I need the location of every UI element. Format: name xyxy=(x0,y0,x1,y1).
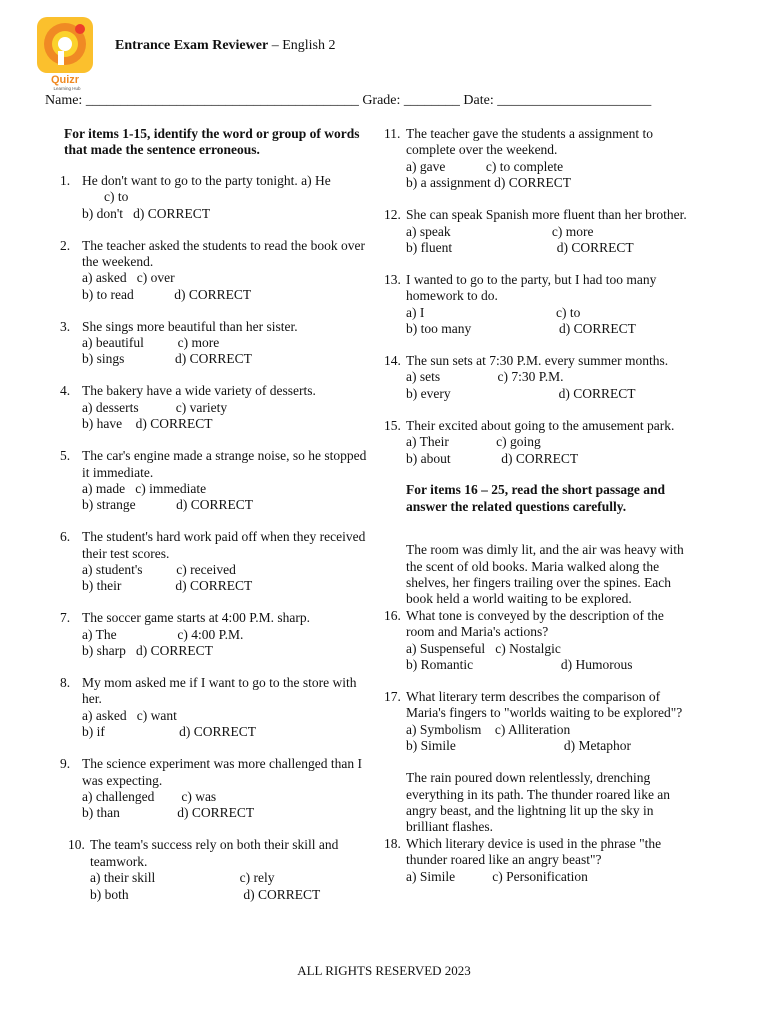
question-number: 6. xyxy=(60,529,71,545)
option-line: a) The c) 4:00 P.M. xyxy=(82,626,244,642)
question-item xyxy=(384,836,694,885)
option-line: a) challenged c) was xyxy=(82,789,217,804)
option-line: a) their skill c) rely xyxy=(90,870,275,886)
question-item xyxy=(60,383,370,432)
question-item xyxy=(60,448,370,514)
footer-copyright: ALL RIGHTS RESERVED 2023 xyxy=(297,963,471,978)
question-number: 14. xyxy=(384,352,401,368)
option-line: b) a assignment d) CORRECT xyxy=(406,175,571,191)
right-column xyxy=(384,126,694,900)
quizr-logo xyxy=(37,17,93,91)
title-bold: Entrance Exam Reviewer xyxy=(115,38,269,53)
option-line: b) than d) CORRECT xyxy=(82,805,255,821)
option-line: b) don't d) CORRECT xyxy=(82,205,211,221)
option-line: b) Romantic d) Humorous xyxy=(406,657,633,673)
question-number: 15. xyxy=(384,417,401,433)
option-line: b) sharp d) CORRECT xyxy=(82,643,213,659)
question-item xyxy=(60,238,370,304)
question-text: The soccer game starts at 4:00 P.M. sharp. xyxy=(82,610,310,626)
option-line: a) Symbolism c) Alliteration xyxy=(406,721,571,737)
option-line: b) Simile d) Metaphor xyxy=(406,738,631,754)
question-number: 5. xyxy=(60,448,71,464)
option-line: b) every d) CORRECT xyxy=(406,385,636,401)
question-number: 18. xyxy=(384,835,401,851)
left-column xyxy=(60,126,370,918)
option-line: a) asked c) want xyxy=(82,707,177,723)
question-number: 11. xyxy=(384,126,401,141)
option-line: b) fluent d) CORRECT xyxy=(406,239,634,255)
question-text: Their excited about going to the amusement park. xyxy=(406,417,675,433)
option-line: a) Suspenseful c) Nostalgic xyxy=(406,640,561,656)
question-number: 12. xyxy=(384,207,401,223)
option-line: a) Simile c) Personification xyxy=(406,868,588,884)
question-text: The car's engine made a strange noise, so he stopped it immediate. xyxy=(82,448,367,480)
question-item xyxy=(60,319,370,368)
question-item xyxy=(384,608,694,674)
question-text: The teacher gave the students a assignment to complete over the weekend. xyxy=(406,126,654,158)
option-line: a) I c) to xyxy=(406,304,581,320)
question-item xyxy=(68,837,370,903)
question-item xyxy=(60,529,370,595)
option-line: a) student's c) received xyxy=(82,562,236,578)
option-line: a) beautiful c) more xyxy=(82,335,220,351)
option-line: a) sets c) 7:30 P.M. xyxy=(406,369,564,385)
question-item xyxy=(384,126,694,192)
question-text: The teacher asked the students to read the book over the weekend. xyxy=(82,237,366,269)
option-line: c) to xyxy=(104,189,129,205)
question-number: 7. xyxy=(60,610,71,626)
question-text: I wanted to go to the party, but I had too many homework to do. xyxy=(406,271,657,304)
question-text: Which literary device is used in the phrase "the thunder roared like an angry beast"? xyxy=(406,835,662,868)
question-number: 8. xyxy=(60,675,71,691)
option-line: b) if d) CORRECT xyxy=(82,724,256,740)
question-item xyxy=(60,173,370,222)
question-text: What tone is conveyed by the description of the room and Maria's actions? xyxy=(406,607,664,640)
passage-1: The room was dimly lit, and the air was heavy with the scent of old books. Maria walked along the shelves, her fingers trailing over the spines. Each book held a world waiting to be explored. xyxy=(406,542,684,607)
question-number: 16. xyxy=(384,607,401,623)
question-number: 4. xyxy=(60,383,71,399)
question-text: What literary term describes the comparison of Maria's fingers to "worlds waiting to be explored"? xyxy=(406,688,683,721)
option-line: a) asked c) over xyxy=(82,270,175,286)
instructions-part1: For items 1-15, identify the word or group of words that made the sentence erroneous. xyxy=(64,126,360,158)
option-line: b) strange d) CORRECT xyxy=(82,497,253,513)
option-line: a) desserts c) variety xyxy=(82,399,228,415)
question-item xyxy=(384,353,694,402)
option-line: b) to read d) CORRECT xyxy=(82,286,252,302)
question-item xyxy=(60,675,370,741)
passage-2: The rain poured down relentlessly, drenching everything in its path. The thunder roared like an angry beast, and the lightning lit up the sky in brilliant flashes. xyxy=(406,770,671,835)
question-number: 9. xyxy=(60,756,71,772)
question-text: She sings more beautiful than her sister. xyxy=(82,318,298,334)
question-item xyxy=(60,756,370,822)
question-number: 17. xyxy=(384,688,401,704)
question-text: The student's hard work paid off when they received their test scores. xyxy=(82,529,366,561)
question-text: The team's success rely on both their skill and teamwork. xyxy=(90,837,339,869)
question-item xyxy=(60,610,370,659)
logo-subtext: Learning Hub xyxy=(53,86,81,91)
question-item xyxy=(384,272,694,338)
option-line: b) have d) CORRECT xyxy=(82,416,213,432)
option-line: b) their d) CORRECT xyxy=(82,578,253,594)
question-item xyxy=(384,207,694,256)
option-line: b) both d) CORRECT xyxy=(90,886,321,902)
option-line: b) too many d) CORRECT xyxy=(406,321,636,337)
option-line: a) Their c) going xyxy=(406,434,541,450)
option-line: a) speak c) more xyxy=(406,223,594,239)
question-number: 2. xyxy=(60,237,71,253)
question-number: 10. xyxy=(68,837,85,853)
title-rest: – English 2 xyxy=(268,38,336,53)
document-title xyxy=(115,38,335,54)
question-number: 13. xyxy=(384,271,401,287)
question-text: The bakery have a wide variety of desserts. xyxy=(82,383,316,399)
question-item xyxy=(384,418,694,467)
question-number: 1. xyxy=(60,172,71,188)
question-text: The sun sets at 7:30 P.M. every summer months. xyxy=(406,352,669,368)
name-grade-date-line: Name: _______________________________________ Grade: ________ Date: ______________________ xyxy=(45,93,652,108)
question-text: The science experiment was more challenged than I was expecting. xyxy=(82,756,362,788)
option-line: b) about d) CORRECT xyxy=(406,450,579,466)
question-item xyxy=(384,689,694,755)
question-text: He don't want to go to the party tonight. a) He xyxy=(82,172,331,188)
option-line: a) gave c) to complete xyxy=(406,158,564,174)
instructions-part2: For items 16 – 25, read the short passage and answer the related questions carefully. xyxy=(406,482,665,514)
option-line: b) sings d) CORRECT xyxy=(82,351,252,367)
option-line: a) made c) immediate xyxy=(82,480,207,496)
question-number: 3. xyxy=(60,318,71,334)
logo-text: Quizr xyxy=(50,74,80,86)
question-text: She can speak Spanish more fluent than her brother. xyxy=(406,207,687,223)
question-text: My mom asked me if I want to go to the store with her. xyxy=(82,675,357,707)
